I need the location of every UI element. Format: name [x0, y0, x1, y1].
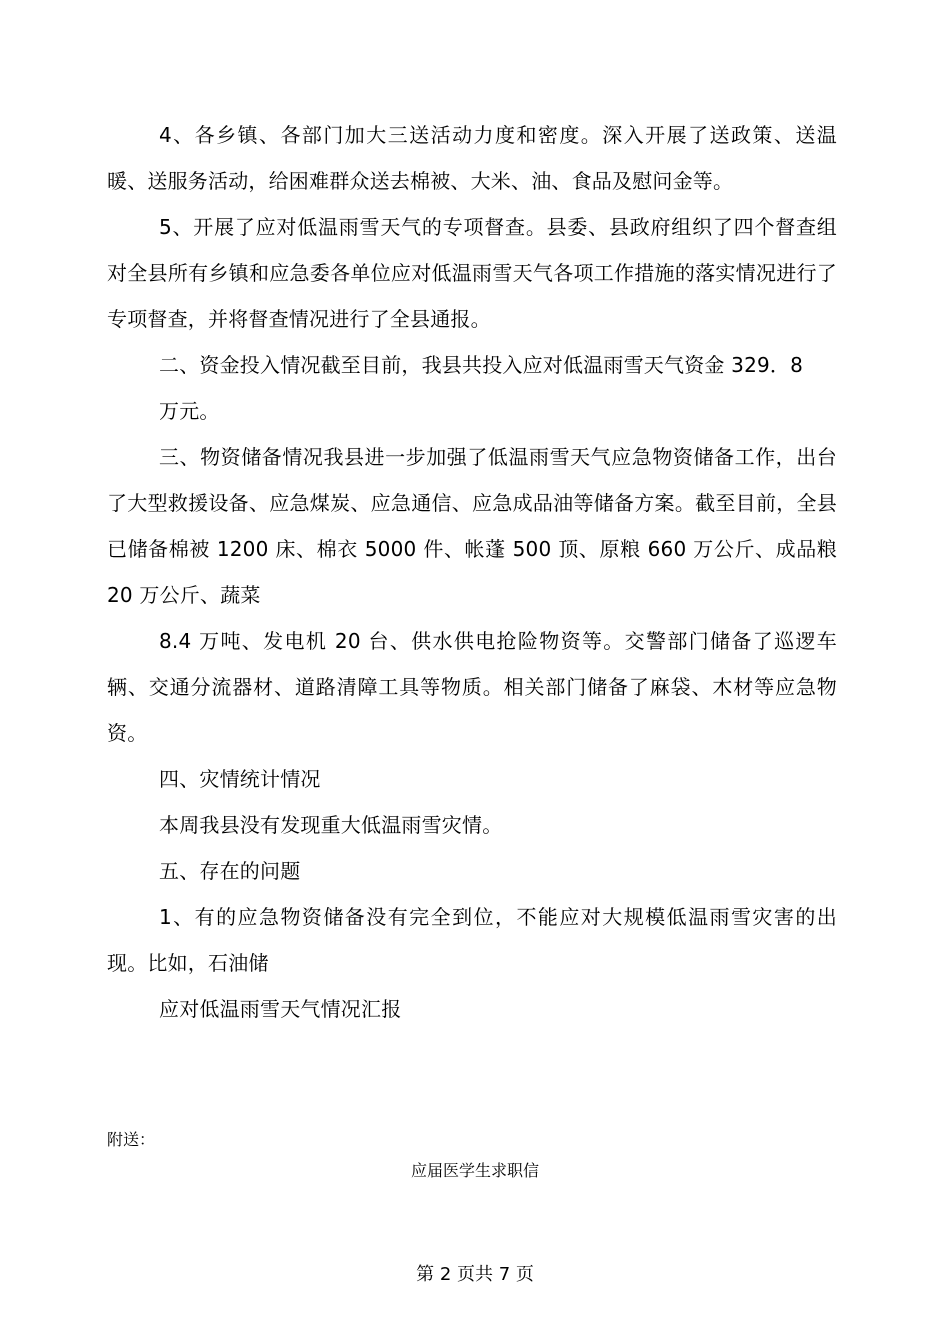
- section-disaster-stats-body: 本周我县没有发现重大低温雨雪灾情。: [159, 813, 503, 837]
- section-supplies: 三、物资储备情况我县进一步加强了低温雨雪天气应急物资储备工作，出台了大型救援设备、应急煤炭、应急通信、应急成品油等储备方案。截至目前，全县已储备棉被 1200 床、棉衣 5000 件、帐蓬 500 顶、原粮 660 万公斤、成品粮 20 万公斤、蔬菜: [107, 445, 837, 607]
- report-title-line: 应对低温雨雪天气情况汇报: [159, 997, 402, 1021]
- section-funding-amount: 万元。: [159, 399, 220, 423]
- paragraph-item-4: 4、各乡镇、各部门加大三送活动力度和密度。深入开展了送政策、送温暖、送服务活动，给困难群众送去棉被、大米、油、食品及慰问金等。: [107, 123, 837, 193]
- problem-item-1: 1、有的应急物资储备没有完全到位，不能应对大规模低温雨雪灾害的出现。比如，石油储: [107, 905, 837, 975]
- paragraph-item-5: 5、开展了应对低温雨雪天气的专项督查。县委、县政府组织了四个督查组对全县所有乡镇和应急委各单位应对低温雨雪天气各项工作措施的落实情况进行了专项督查，并将督查情况进行了全县通报。: [107, 215, 837, 331]
- section-funding-heading: 二、资金投入情况截至目前，我县共投入应对低温雨雪天气资金 329．8: [159, 353, 804, 377]
- section-problems-heading: 五、存在的问题: [159, 859, 301, 883]
- page-number-footer: 第 2 页共 7 页: [416, 1264, 534, 1285]
- annex-title: 应届医学生求职信: [410, 1161, 539, 1180]
- section-disaster-stats-heading: 四、灾情统计情况: [159, 767, 321, 791]
- annex-label: 附送：: [107, 1130, 156, 1149]
- section-supplies-continued: 8.4 万吨、发电机 20 台、供水供电抢险物资等。交警部门储备了巡逻车辆、交通分流器材、道路清障工具等物质。相关部门储备了麻袋、木材等应急物资。: [107, 629, 837, 745]
- document-body: [107, 112, 837, 1032]
